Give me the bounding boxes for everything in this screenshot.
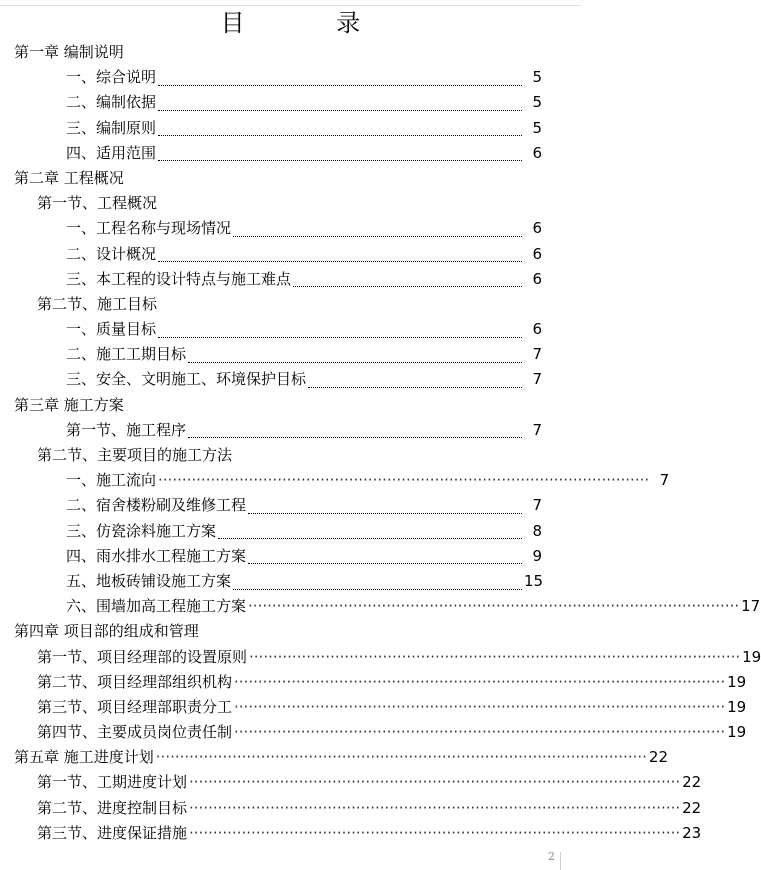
toc-leader-dots: ······································································································· [189, 773, 681, 792]
toc-entry[interactable] [0, 342, 581, 367]
toc-entry[interactable] [0, 418, 581, 443]
toc-entry-page: 7 [532, 420, 542, 439]
toc-entry-label: 第一章 编制说明 [14, 43, 124, 61]
toc-entry-page: 8 [532, 521, 542, 540]
toc-leader-dots [293, 281, 522, 287]
toc-leader-dots [248, 508, 522, 514]
toc-entry-page: 23 [682, 823, 702, 842]
toc-entry-label: 第二节、施工目标 [37, 294, 158, 313]
toc-entry-page: 19 [727, 672, 747, 691]
toc-entry-page: 5 [532, 93, 542, 112]
toc-entry-page: 9 [532, 546, 542, 565]
toc-entry[interactable] [0, 166, 581, 191]
toc-leader-dots [158, 130, 522, 136]
toc-leader-dots: ······································································································· [189, 823, 681, 842]
toc-leader-dots [188, 432, 522, 438]
toc-entry-label: 一、施工流向 [66, 471, 157, 490]
page-corner-mark [560, 852, 561, 870]
toc-entry[interactable] [0, 216, 581, 241]
toc-entry-page: 5 [532, 68, 542, 87]
toc-entry-label: 四、雨水排水工程施工方案 [66, 546, 247, 565]
toc-entry[interactable] [0, 443, 581, 468]
toc-entry-label: 三、本工程的设计特点与施工难点 [66, 269, 292, 288]
toc-entry-label: 第四节、主要成员岗位责任制 [37, 723, 233, 742]
toc-entry[interactable] [0, 292, 581, 317]
toc-entry[interactable] [0, 745, 668, 770]
toc-entry[interactable] [0, 770, 702, 795]
toc-entry[interactable] [0, 191, 581, 216]
toc-entry-label: 第三节、项目经理部职责分工 [37, 697, 233, 716]
toc-entry-label: 第一节、工期进度计划 [37, 773, 188, 792]
toc-entry-page: 22 [682, 798, 702, 817]
toc-entry[interactable] [0, 493, 581, 518]
toc-entry-label: 第二节、项目经理部组织机构 [37, 672, 233, 691]
toc-entry-label: 五、地板砖铺设施工方案 [66, 571, 232, 590]
toc-entry-label: 三、安全、文明施工、环境保护目标 [66, 370, 307, 389]
toc-leader-dots: ······································································································· [248, 597, 740, 616]
toc-entry-label: 二、宿舍楼粉刷及维修工程 [66, 496, 247, 515]
toc-entry-label: 第四章 项目部的组成和管理 [14, 622, 199, 641]
toc-leader-dots [188, 357, 522, 363]
toc-leader-dots [158, 155, 522, 161]
toc-entry-label: 三、编制原则 [66, 118, 157, 137]
toc-entry-label: 第五章 施工进度计划 [14, 748, 154, 767]
toc-leader-dots: ······································································································· [189, 798, 681, 817]
toc-entry[interactable] [0, 695, 747, 720]
toc-entry[interactable] [0, 116, 581, 141]
toc-leader-dots: ······································································································· [234, 697, 726, 716]
toc-entry[interactable] [0, 367, 581, 392]
toc-leader-dots [158, 80, 522, 86]
toc-entry[interactable] [0, 65, 581, 90]
toc-leader-dots [158, 256, 522, 262]
toc-entry[interactable] [0, 569, 581, 594]
toc-entry-label: 六、围墙加高工程施工方案 [66, 597, 247, 616]
toc-leader-dots: ······································································································· [158, 471, 650, 490]
toc-entry-label: 第三章 施工方案 [14, 395, 124, 414]
toc-entry-page: 19 [727, 697, 747, 716]
toc-entry-label: 四、适用范围 [66, 143, 157, 162]
toc-entry-page: 17 [741, 597, 761, 616]
toc-entry-page: 6 [532, 219, 542, 238]
toc-entry-page: 6 [532, 320, 542, 339]
toc-entry-page: 7 [659, 471, 670, 490]
toc-entry-label: 二、编制依据 [66, 93, 157, 112]
toc-title: 目 录 [220, 9, 403, 37]
toc-entry[interactable] [0, 141, 581, 166]
toc-entry-page: 19 [742, 647, 761, 666]
toc-entry-page: 5 [532, 118, 542, 137]
toc-entry-label: 一、质量目标 [66, 320, 157, 339]
toc-entry[interactable] [0, 40, 581, 65]
toc-entry-page: 7 [532, 345, 542, 364]
toc-entry-label: 第一节、项目经理部的设置原则 [37, 647, 248, 666]
toc-entry-page: 22 [682, 773, 702, 792]
page-number: 2 [548, 850, 555, 863]
toc-entry-page: 6 [532, 244, 542, 263]
toc-entry-label: 第二节、进度控制目标 [37, 798, 188, 817]
toc-leader-dots [158, 105, 522, 111]
toc-entry-page: 6 [532, 269, 542, 288]
toc-entry-page: 22 [648, 748, 668, 767]
toc-entry[interactable] [0, 594, 761, 619]
toc-entry-label: 第一节、工程概况 [37, 194, 158, 213]
toc-entry-label: 三、仿瓷涂料施工方案 [66, 521, 217, 540]
toc-entry[interactable] [0, 267, 581, 292]
toc-leader-dots [248, 558, 522, 564]
toc-entry-label: 一、综合说明 [66, 68, 157, 87]
toc-entry-label: 第二节、主要项目的施工方法 [37, 446, 233, 464]
toc-entry-page: 19 [727, 723, 747, 742]
toc-entry[interactable] [0, 645, 761, 670]
toc-entry-label: 第二章 工程概况 [14, 168, 124, 187]
toc-leader-dots [233, 231, 522, 237]
toc-entry[interactable] [0, 796, 702, 821]
toc-leader-dots [233, 584, 522, 590]
toc-entry[interactable] [0, 317, 581, 342]
toc-leader-dots: ······································································································· [234, 672, 726, 691]
toc-leader-dots: ······································································································· [155, 748, 647, 767]
toc-entry[interactable] [0, 544, 581, 569]
toc-entry-label: 第一节、施工程序 [66, 420, 187, 439]
toc-entry[interactable] [0, 519, 581, 544]
table-of-contents [0, 40, 761, 846]
toc-entry[interactable] [0, 670, 747, 695]
toc-entry-page: 15 [524, 571, 544, 590]
toc-entry-label: 二、施工工期目标 [66, 345, 187, 364]
toc-entry[interactable] [0, 393, 581, 418]
toc-leader-dots: ······································································································· [234, 723, 726, 742]
toc-entry[interactable] [0, 90, 581, 115]
toc-entry[interactable] [0, 468, 670, 493]
toc-entry-page: 7 [532, 370, 542, 389]
toc-entry-label: 一、工程名称与现场情况 [66, 219, 232, 238]
toc-leader-dots [308, 382, 522, 388]
page-top-border [0, 5, 581, 6]
toc-entry[interactable] [0, 619, 581, 644]
toc-entry-label: 二、设计概况 [66, 244, 157, 263]
toc-entry[interactable] [0, 720, 747, 745]
toc-leader-dots [218, 533, 522, 539]
toc-entry[interactable] [0, 242, 581, 267]
toc-entry-page: 6 [532, 143, 542, 162]
toc-entry[interactable] [0, 821, 702, 846]
toc-leader-dots [158, 332, 522, 338]
toc-leader-dots: ······································································································· [249, 647, 741, 666]
toc-entry-label: 第三节、进度保证措施 [37, 823, 188, 842]
toc-entry-page: 7 [532, 496, 542, 515]
